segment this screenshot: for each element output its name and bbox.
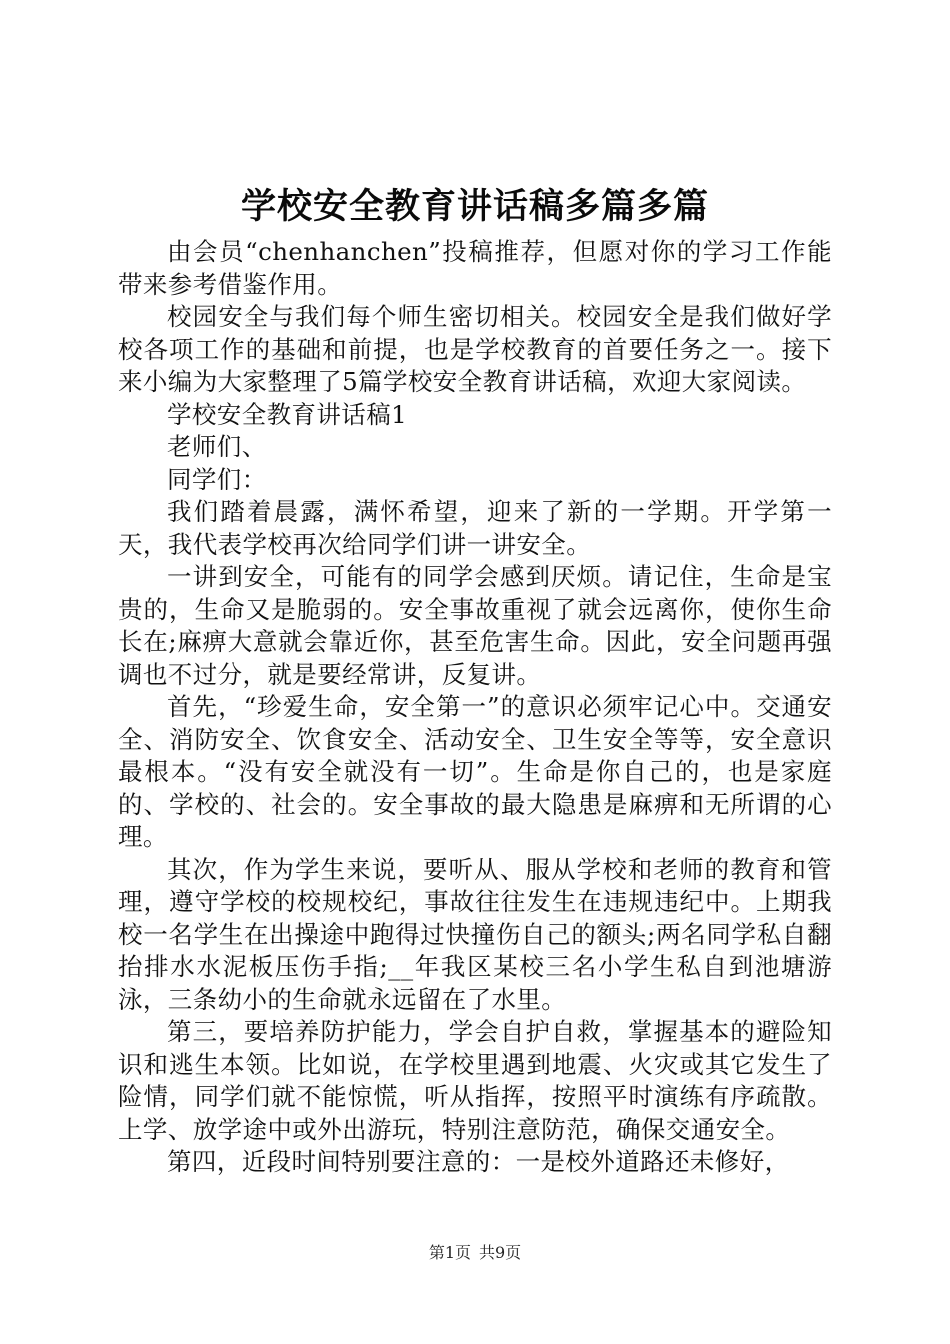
paragraph: 首先，“珍爱生命，安全第一”的意识必须牢记心中。交通安全、消防安全、饮食安全、活动安全、卫生安全等等，安全意识最根本。“没有安全就没有一切”。生命是你自己的，也是家庭的、学校的、社会的。安全事故的最大隐患是麻痹和无所谓的心理。 [118, 692, 832, 851]
paragraph: 第四，近段时间特别要注意的：一是校外道路还未修好， [167, 1147, 790, 1176]
salutation: 老师们、 [167, 432, 267, 461]
page-total: 共9页 [479, 1243, 522, 1262]
document-title: 学校安全教育讲话稿多篇多篇 [240, 186, 709, 227]
paragraph: 第三，要培养防护能力，学会自护自救，掌握基本的避险知识和逃生本领。比如说，在学校里遇到地震、火灾或其它发生了险情，同学们就不能惊慌，听从指挥，按照平时演练有序疏散。上学、放学途中或外出游玩，特别注意防范，确保交通安全。 [118, 1017, 832, 1144]
paragraph: 一讲到安全，可能有的同学会感到厌烦。请记住，生命是宝贵的，生命又是脆弱的。安全事故重视了就会远离你，使你生命长在;麻痹大意就会靠近你，甚至危害生命。因此，安全问题再强调也不过分，就是要经常讲，反复讲。 [118, 562, 832, 689]
paragraph: 校园安全与我们每个师生密切相关。校园安全是我们做好学校各项工作的基础和前提，也是学校教育的首要任务之一。接下来小编为大家整理了5篇学校安全教育讲话稿，欢迎大家阅读。 [118, 302, 832, 396]
page-footer [0, 1242, 950, 1264]
paragraph: 我们踏着晨露，满怀希望，迎来了新的一学期。开学第一天，我代表学校再次给同学们讲一讲安全。 [118, 497, 832, 559]
page-number: 第1页 [428, 1243, 471, 1262]
section-heading: 学校安全教育讲话稿1 [167, 399, 408, 429]
paragraph: 其次，作为学生来说，要听从、服从学校和老师的教育和管理，遵守学校的校规校纪，事故往往发生在违规违纪中。上期我校一名学生在出操途中跑得过快撞伤自己的额头;两名同学私自翻抬排水水泥板压伤手指;__年我区某校三名小学生私自到池塘游泳，三条幼小的生命就永远留在了水里。 [118, 854, 832, 1014]
salutation: 同学们： [167, 464, 267, 494]
paragraph: 由会员“chenhanchen”投稿推荐，但愿对你的学习工作能带来参考借鉴作用。 [118, 237, 832, 299]
document-body [118, 236, 832, 1179]
